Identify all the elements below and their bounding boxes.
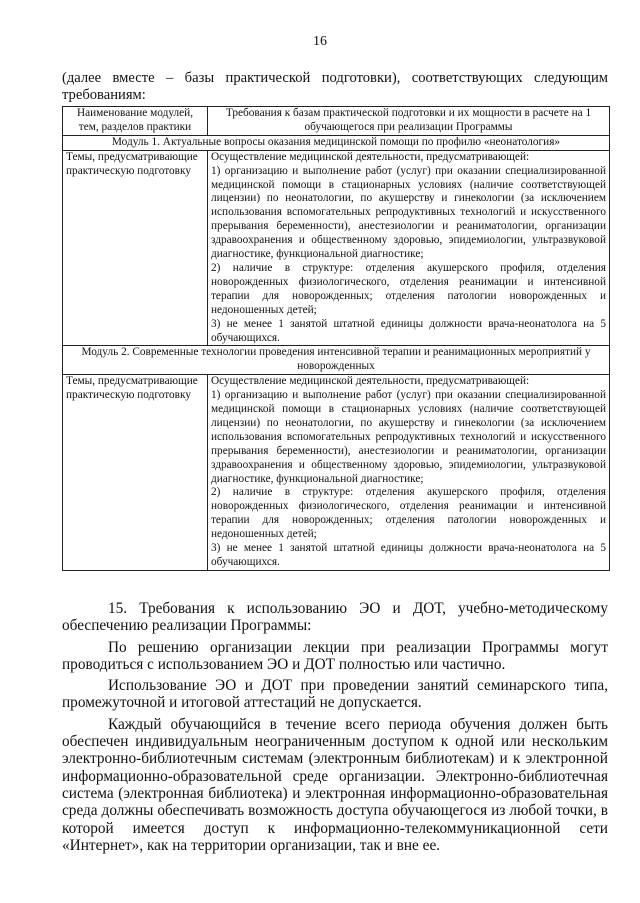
paragraph: По решению организации лекции при реализации Программы могут проводиться с использованием ЭО и ДОТ полностью или частично. bbox=[62, 638, 608, 673]
module-1-requirements bbox=[208, 150, 610, 346]
requirement-item-2: 2) наличие в структуре: отделения акушерского профиля, отделения новорожденных физиологического, отделения реанимации и интенсивной терапии для новорожденных; отделения патологии новорожденных и недоношенных детей; bbox=[211, 486, 606, 541]
header-modules-cell: Наименование модулей, тем, разделов практики bbox=[63, 107, 208, 136]
module-title-row bbox=[63, 135, 610, 150]
table-row bbox=[63, 150, 610, 346]
requirement-item-2: 2) наличие в структуре: отделения акушерского профиля, отделения новорожденных физиологического, отделения реанимации и интенсивной терапии для новорожденных; отделения патологии новорожденных и недоношенных детей; bbox=[211, 261, 606, 316]
requirement-lead: Осуществление медицинской деятельности, предусматривающей: bbox=[211, 150, 530, 163]
module-2-requirements bbox=[208, 375, 610, 571]
requirement-item-3: 3) не менее 1 занятой штатной единицы должности врача-неонатолога на 5 обучающихся. bbox=[211, 317, 606, 344]
module-1-title: Модуль 1. Актуальные вопросы оказания медицинской помощи по профилю «неонатология» bbox=[63, 135, 610, 150]
section-15 bbox=[62, 600, 608, 854]
intro-paragraph: (далее вместе – базы практической подготовки), соответствующих следующим требованиям: bbox=[62, 70, 608, 103]
paragraph: Каждый обучающийся в течение всего периода обучения должен быть обеспечен индивидуальным неограниченным доступом к одной или нескольким электронно-библиотечным системам (электронным библиотекам) и к электронной информационно-образовательной среде организации. Электронно-библиотечная система (электронная библиотека) и электронная информационно-образовательная среда должны обеспечивать возможность доступа обучающегося из любой точки, в которой имеется доступ к информационно-телекоммуникационной сети «Интернет», как на территории организации, так и вне ее. bbox=[62, 715, 608, 854]
module-1-topic: Темы, предусматривающие практическую подготовку bbox=[63, 150, 208, 346]
table-header-row bbox=[63, 107, 610, 136]
module-2-title: Модуль 2. Современные технологии проведения интенсивной терапии и реанимационных мероприятий у новорожденных bbox=[63, 346, 610, 375]
paragraph: Использование ЭО и ДОТ при проведении занятий семинарского типа, промежуточной и итоговой аттестаций не допускается. bbox=[62, 677, 608, 712]
requirement-item-1: 1) организацию и выполнение работ (услуг) при оказании специализированной медицинской помощи в стационарных условиях (наличие соответствующей лицензии) по неонатологии, по акушерству и гинекологии (за исключением использования вспомогательных репродуктивных технологий и искусственного прерывания беременности), анестезиологии и реаниматологии, организации здравоохранения и общественному здоровью, эпидемиологии, ультразвуковой диагностике, функциональной диагностике; bbox=[211, 389, 606, 485]
page-number: 16 bbox=[313, 34, 327, 49]
requirement-item-1: 1) организацию и выполнение работ (услуг) при оказании специализированной медицинской помощи в стационарных условиях (наличие соответствующей лицензии) по неонатологии, по акушерству и гинекологии (за исключением использования вспомогательных репродуктивных технологий и искусственного прерывания беременности), анестезиологии и реаниматологии, организации здравоохранения и общественному здоровью, эпидемиологии, ультразвуковой диагностике, функциональной диагностике; bbox=[211, 164, 606, 261]
requirement-lead: Осуществление медицинской деятельности, предусматривающей: bbox=[211, 375, 530, 388]
header-requirements-cell: Требования к базам практической подготовки и их мощности в расчете на 1 обучающегося при реализации Программы bbox=[208, 107, 610, 136]
requirement-item-3: 3) не менее 1 занятой штатной единицы должности врача-неонатолога на 5 обучающихся. bbox=[211, 542, 606, 568]
module-title-row bbox=[63, 346, 610, 375]
section-heading: 15. Требования к использованию ЭО и ДОТ, учебно-методическому обеспечению реализации Программы: bbox=[62, 600, 608, 635]
table-row bbox=[63, 375, 610, 571]
requirements-table bbox=[62, 106, 610, 571]
module-2-topic: Темы, предусматривающие практическую подготовку bbox=[63, 375, 208, 571]
